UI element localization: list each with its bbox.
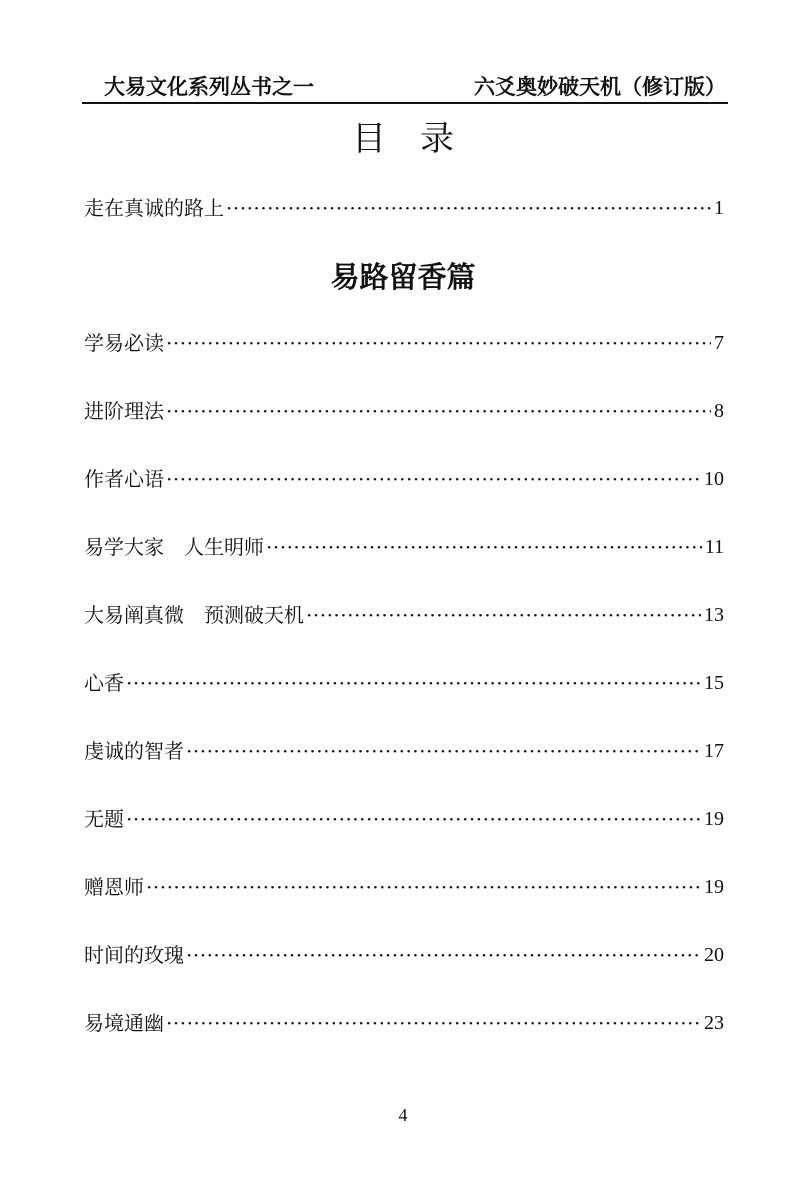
toc-entry-label: 心香: [84, 671, 124, 695]
toc-entry[interactable]: [84, 396, 724, 426]
toc-entry-label: 时间的玫瑰: [84, 943, 184, 967]
page-title: 目录: [352, 119, 488, 159]
toc-entry-label: 易境通幽: [84, 1011, 164, 1035]
toc-entry-page: 19: [704, 876, 724, 898]
toc-entry-page: 11: [704, 536, 724, 558]
toc-entry[interactable]: [84, 600, 724, 630]
dot-leader: [186, 736, 701, 766]
dot-leader: [166, 328, 711, 358]
dot-leader: [226, 193, 711, 223]
toc-entry-page: 13: [704, 604, 724, 626]
dot-leader: [146, 872, 701, 902]
toc-entry[interactable]: [84, 736, 724, 766]
dot-leader: [266, 532, 702, 562]
book-title: 六爻奥妙破天机（修订版）: [474, 75, 726, 99]
dot-leader: [126, 668, 701, 698]
toc-entry[interactable]: [84, 872, 724, 902]
toc-entry[interactable]: [84, 464, 724, 494]
toc-entry[interactable]: [84, 668, 724, 698]
toc-entry[interactable]: [84, 532, 724, 562]
toc-entry[interactable]: [84, 804, 724, 834]
toc-entry-label: 易学大家 人生明师: [84, 535, 264, 559]
section-title: 易路留香篇: [330, 260, 476, 294]
toc-entry-label: 虔诚的智者: [84, 739, 184, 763]
toc-entry-page: 10: [704, 468, 724, 490]
toc-entry-page: 1: [714, 197, 724, 219]
toc-entry-page: 8: [714, 400, 724, 422]
toc-entry-page: 17: [704, 740, 724, 762]
toc-entry-label: 走在真诚的路上: [84, 196, 224, 220]
toc-entry-label: 作者心语: [84, 467, 164, 491]
running-header: [82, 70, 728, 104]
dot-leader: [186, 940, 701, 970]
page-number: 4: [398, 1105, 408, 1125]
dot-leader: [166, 1008, 701, 1038]
toc-entry[interactable]: [84, 1008, 724, 1038]
series-title: 大易文化系列丛书之一: [104, 75, 314, 99]
toc-entry[interactable]: [84, 193, 724, 223]
toc-entry-page: 20: [704, 944, 724, 966]
toc-entry[interactable]: [84, 328, 724, 358]
toc-entry-page: 23: [704, 1012, 724, 1034]
toc-entry-page: 15: [704, 672, 724, 694]
toc-entry[interactable]: [84, 940, 724, 970]
toc-entry-page: 19: [704, 808, 724, 830]
toc-entry-label: 赠恩师: [84, 875, 144, 899]
dot-leader: [126, 804, 701, 834]
toc-entry-page: 7: [714, 332, 724, 354]
toc-entry-label: 大易阐真微 预测破天机: [84, 603, 304, 627]
dot-leader: [166, 396, 711, 426]
dot-leader: [166, 464, 701, 494]
dot-leader: [306, 600, 701, 630]
toc-entry-label: 无题: [84, 807, 124, 831]
toc-entry-label: 学易必读: [84, 331, 164, 355]
toc-entry-label: 进阶理法: [84, 399, 164, 423]
